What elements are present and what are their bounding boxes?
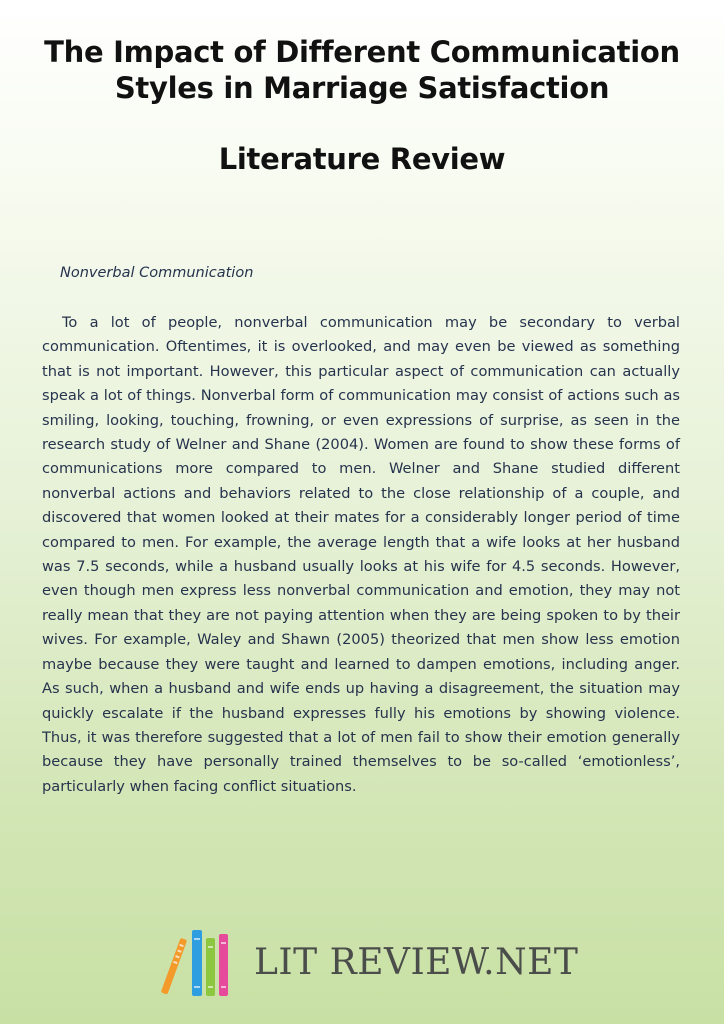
- body-paragraph: To a lot of people, nonverbal communication may be secondary to verbal communication. Oftentimes, it is overlooked, and may even be viewed as something that is not important. However, this particular aspect of communication can actually speak a lot of things. Nonverbal form of communication may consist of actions such as smiling, looking, touching, frowning, or even expressions of surprise, as seen in the research study of Welner and Shane (2004). Women are found to show these forms of communications more compared to men. Welner and Shane studied different nonverbal actions and behaviors related to the close relationship of a couple, and discovered that women looked at their mates for a considerably longer period of time compared to men. For example, the average length that a wife looks at her husband was 7.5 seconds, while a husband usually looks at his wife for 4.5 seconds. However, even though men express less nonverbal communication and emotion, they may not really mean that they are not paying attention when they are being spoken to by their wives. For example, Waley and Shawn (2005) theorized that men show less emotion maybe because they were taught and learned to dampen emotions, including anger. As such, when a husband and wife ends up having a disagreement, the situation may quickly escalate if the husband expresses fully his emotions by showing violence. Thus, it was therefore suggested that a lot of men fail to show their emotion generally because they have personally trained themselves to be so-called ‘emotionless’, particularly when facing conflict situations.: [42, 314, 680, 795]
- section-heading: Nonverbal Communication: [60, 265, 254, 281]
- logo-text: LIT REVIEW.NET: [254, 942, 579, 983]
- document-subtitle: Literature Review: [218, 142, 506, 176]
- document-title: [0, 34, 724, 106]
- title-line-2: Styles in Marriage Satisfaction: [114, 71, 610, 105]
- site-logo: [0, 928, 724, 998]
- title-line-1: The Impact of Different Communication: [44, 35, 680, 69]
- books-icon: [154, 928, 246, 998]
